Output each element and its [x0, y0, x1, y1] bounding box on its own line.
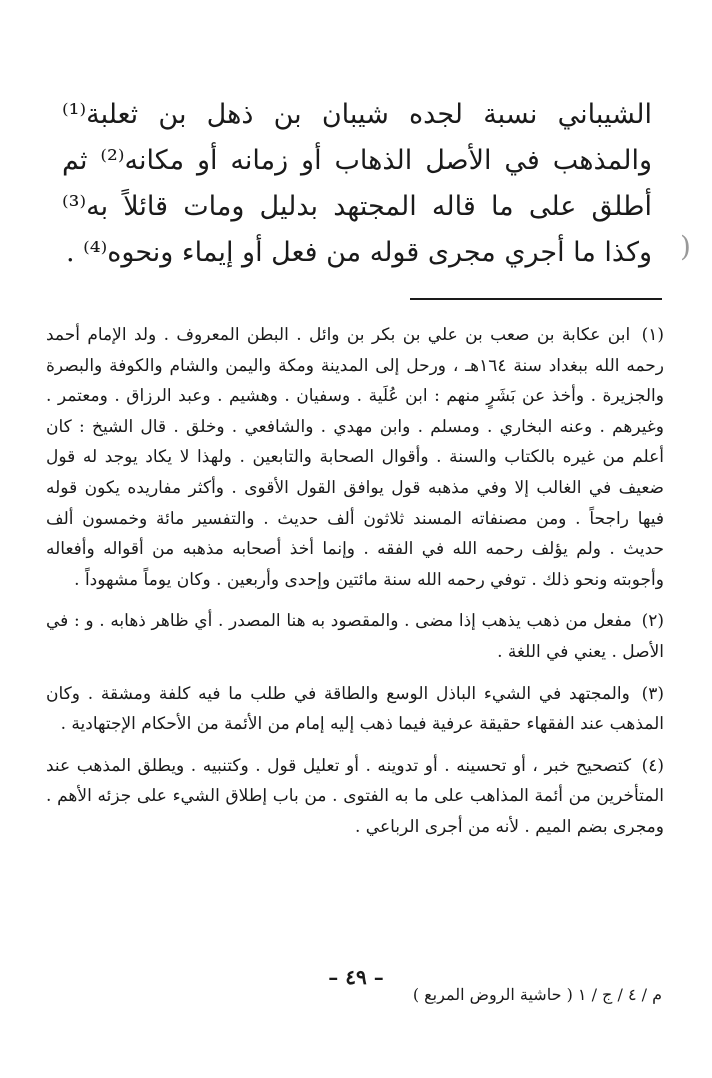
- footnote-text: كتصحيح خبر ، أو تحسينه . أو تدوينه . أو تعليل قول . وكتنبيه . ويطلق المذهب عند المتأخرين من أئمة المذاهب على ما به الفتوى . من باب إطلاق الشيء على جزئه الأهم . ومجرى بضم الميم . لأنه من أجرى الرباعي .: [46, 755, 664, 837]
- main-body-text: [62, 92, 652, 276]
- footnote-number: (٣): [641, 683, 664, 704]
- footnote-text: ابن عكابة بن صعب بن علي بن بكر بن وائل . البطن المعروف . ولد الإمام أحمد رحمه الله ببغداد سنة ١٦٤هـ ، ورحل إلى المدينة ومكة واليمن والشام والكوفة والبصرة والجزيرة . وأخذ عن بَشَرٍ منهم : ابن عُلَية . وسفيان . وهشيم . وعبد الرزاق . ومعتمر . وغيرهم . وعنه البخاري . ومسلم . وابن مهدي . والشافعي . وخلق . قال الشيخ : كان أعلم من غيره بالكتاب والسنة . وأقوال الصحابة والتابعين . ولهذا لا يكاد يوجد له قول ضعيف في الغالب إلا وفي مذهبه قول يوافق القول الأقوى . وأكثر مفاريده يكون قوله فيها راجحاً . ومن مصنفاته المسند ثلاثون ألف حديث . والتفسير مائة وخمسون ألف حديث . ولم يؤلف رحمه الله في الفقه . وإنما أخذ أصحابه مذهبه من أقواله وأفعاله وأجوبته ونحو ذلك . توفي رحمه الله سنة مائتين وإحدى وأربعين . وكان يوماً مشهوداً .: [46, 325, 664, 590]
- footnote-1: [46, 320, 664, 595]
- footnote-text: مفعل من ذهب يذهب إذا مضى . والمقصود به هنا المصدر . أي ظاهر ذهابه . و : في الأصل . يعني في اللغة .: [46, 611, 664, 662]
- page-number: – ٤٩ –: [328, 965, 384, 989]
- footnote-number: (١): [641, 325, 665, 345]
- footnote-number: (٤): [641, 755, 665, 776]
- footnote-4: [46, 751, 664, 843]
- margin-mark: (: [680, 230, 691, 263]
- footnote-3: [46, 679, 664, 740]
- main-paragraph: الشيباني نسبة لجده شيبان بن ذهل بن ثعلبة⁽¹⁾ والمذهب في الأصل الذهاب أو زمانه أو مكانه⁽²⁾ ثم أطلق على ما قاله المجتهد بدليل ومات قائلاً به⁽³⁾ وكذا ما أجري مجرى قوله من فعل أو إيماء ونحوه⁽⁴⁾ .: [62, 99, 652, 268]
- footnotes-section: [46, 320, 664, 854]
- footnote-text: والمجتهد في الشيء الباذل الوسع والطاقة في طلب ما فيه كلفة ومشقة . وكان المذهب عند الفقهاء حقيقة عرفية فيما ذهب إليه إمام من الأئمة من الأحكام الإجتهادية .: [46, 683, 664, 735]
- footnote-number: (٢): [641, 611, 664, 632]
- footnote-separator: [410, 298, 662, 300]
- footnote-2: [46, 606, 664, 667]
- footer-reference: م / ٤ / ج / ١ ( حاشية الروض المربع ): [412, 985, 662, 1004]
